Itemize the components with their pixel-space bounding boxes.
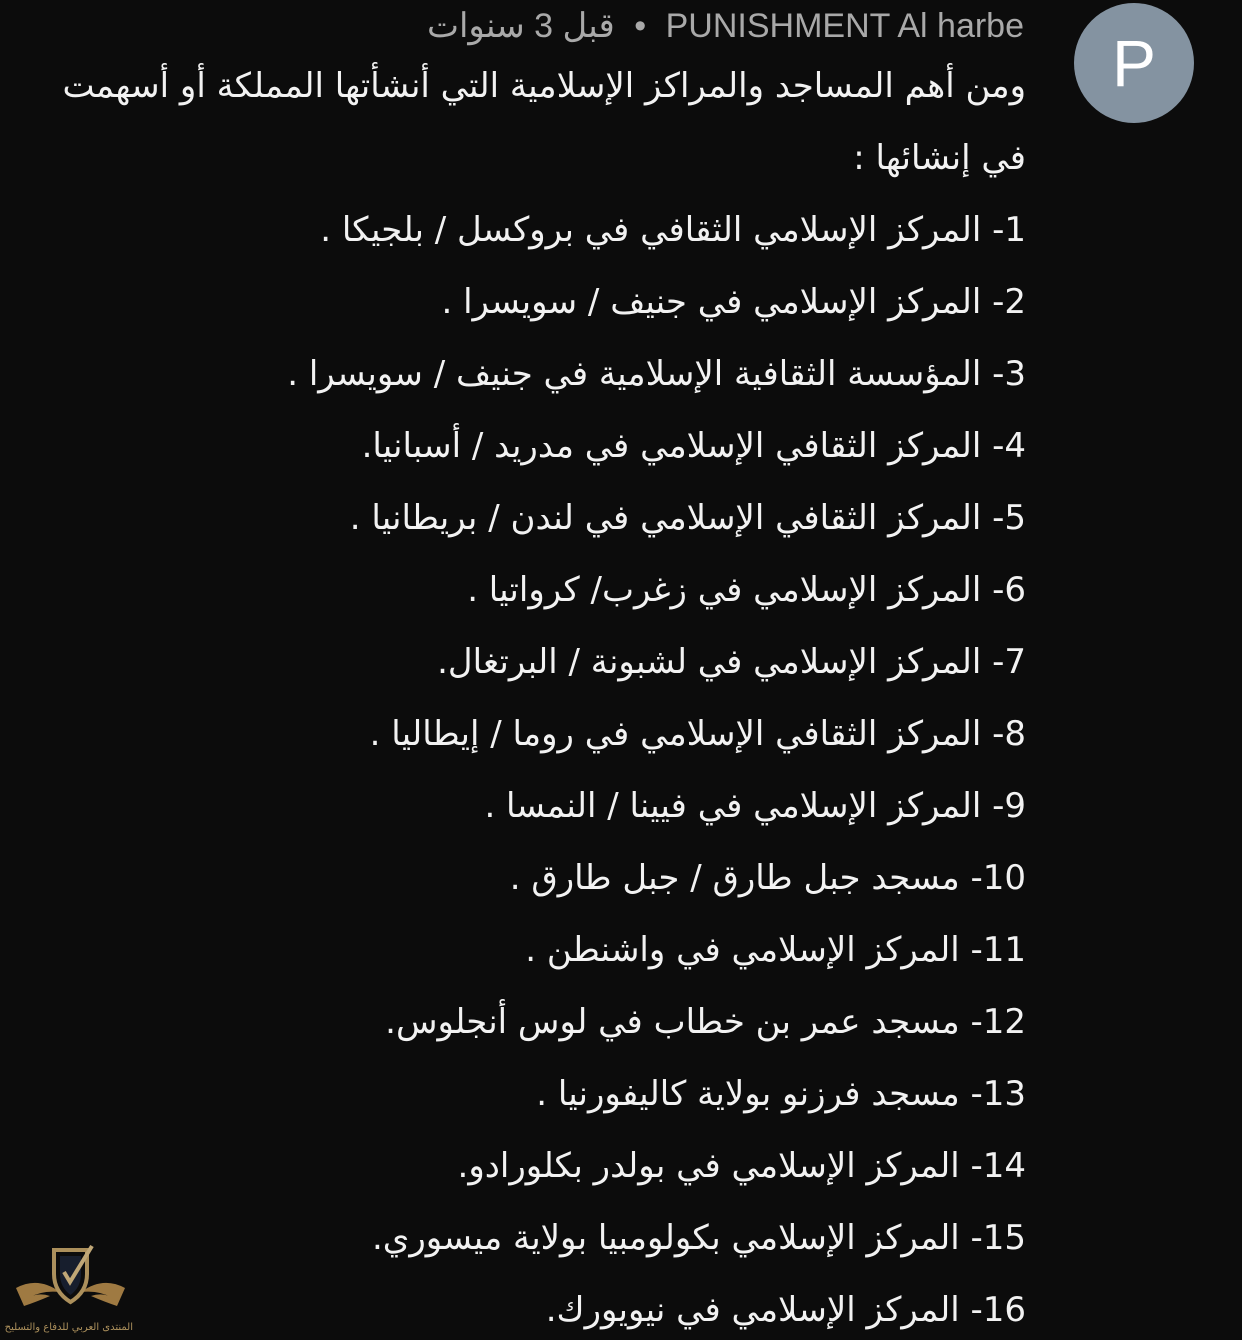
list-item: 5- المركز الثقافي الإسلامي في لندن / بريطانيا .	[349, 498, 1026, 538]
avatar[interactable]: P	[1074, 3, 1194, 123]
list-item: 13- مسجد فرزنو بولاية كاليفورنيا .	[536, 1074, 1026, 1114]
comment-time: قبل 3 سنوات	[426, 7, 615, 45]
separator-dot: •	[634, 7, 647, 45]
list-item: 1- المركز الإسلامي الثقافي في بروكسل / بلجيكا .	[320, 210, 1026, 250]
comment-body	[60, 50, 1026, 1340]
list-item: 12- مسجد عمر بن خطاب في لوس أنجلوس.	[385, 1002, 1026, 1042]
list-item: 2- المركز الإسلامي في جنيف / سويسرا .	[441, 282, 1026, 322]
list-item: 16- المركز الإسلامي في نيويورك.	[545, 1290, 1026, 1330]
shield-wings-logo-icon	[8, 1240, 133, 1325]
list-item: 6- المركز الإسلامي في زغرب/ كرواتيا .	[467, 570, 1026, 610]
comment-intro: ومن أهم المساجد والمراكز الإسلامية التي أنشأتها المملكة أو أسهمت في إنشائها :	[62, 66, 1026, 178]
list-item: 4- المركز الثقافي الإسلامي في مدريد / أسبانيا.	[361, 426, 1026, 466]
list-item: 7- المركز الإسلامي في لشبونة / البرتغال.	[437, 642, 1026, 682]
list-item: 10- مسجد جبل طارق / جبل طارق .	[509, 858, 1026, 898]
watermark-text: المنتدى العربي للدفاع والتسليح	[4, 1322, 133, 1333]
list-item: 3- المؤسسة الثقافية الإسلامية في جنيف / سويسرا .	[287, 354, 1026, 394]
watermark-logo	[4, 1240, 133, 1340]
list-item: 15- المركز الإسلامي بكولومبيا بولاية ميسوري.	[371, 1218, 1026, 1258]
list-item: 14- المركز الإسلامي في بولدر بكلورادو.	[457, 1146, 1026, 1186]
comment-header	[427, 4, 1024, 48]
list-item: 9- المركز الإسلامي في فيينا / النمسا .	[484, 786, 1026, 826]
list-item: 11- المركز الإسلامي في واشنطن .	[525, 930, 1026, 970]
author-name[interactable]: PUNISHMENT Al harbe	[665, 7, 1024, 45]
list-item: 8- المركز الثقافي الإسلامي في روما / إيطاليا .	[369, 714, 1026, 754]
